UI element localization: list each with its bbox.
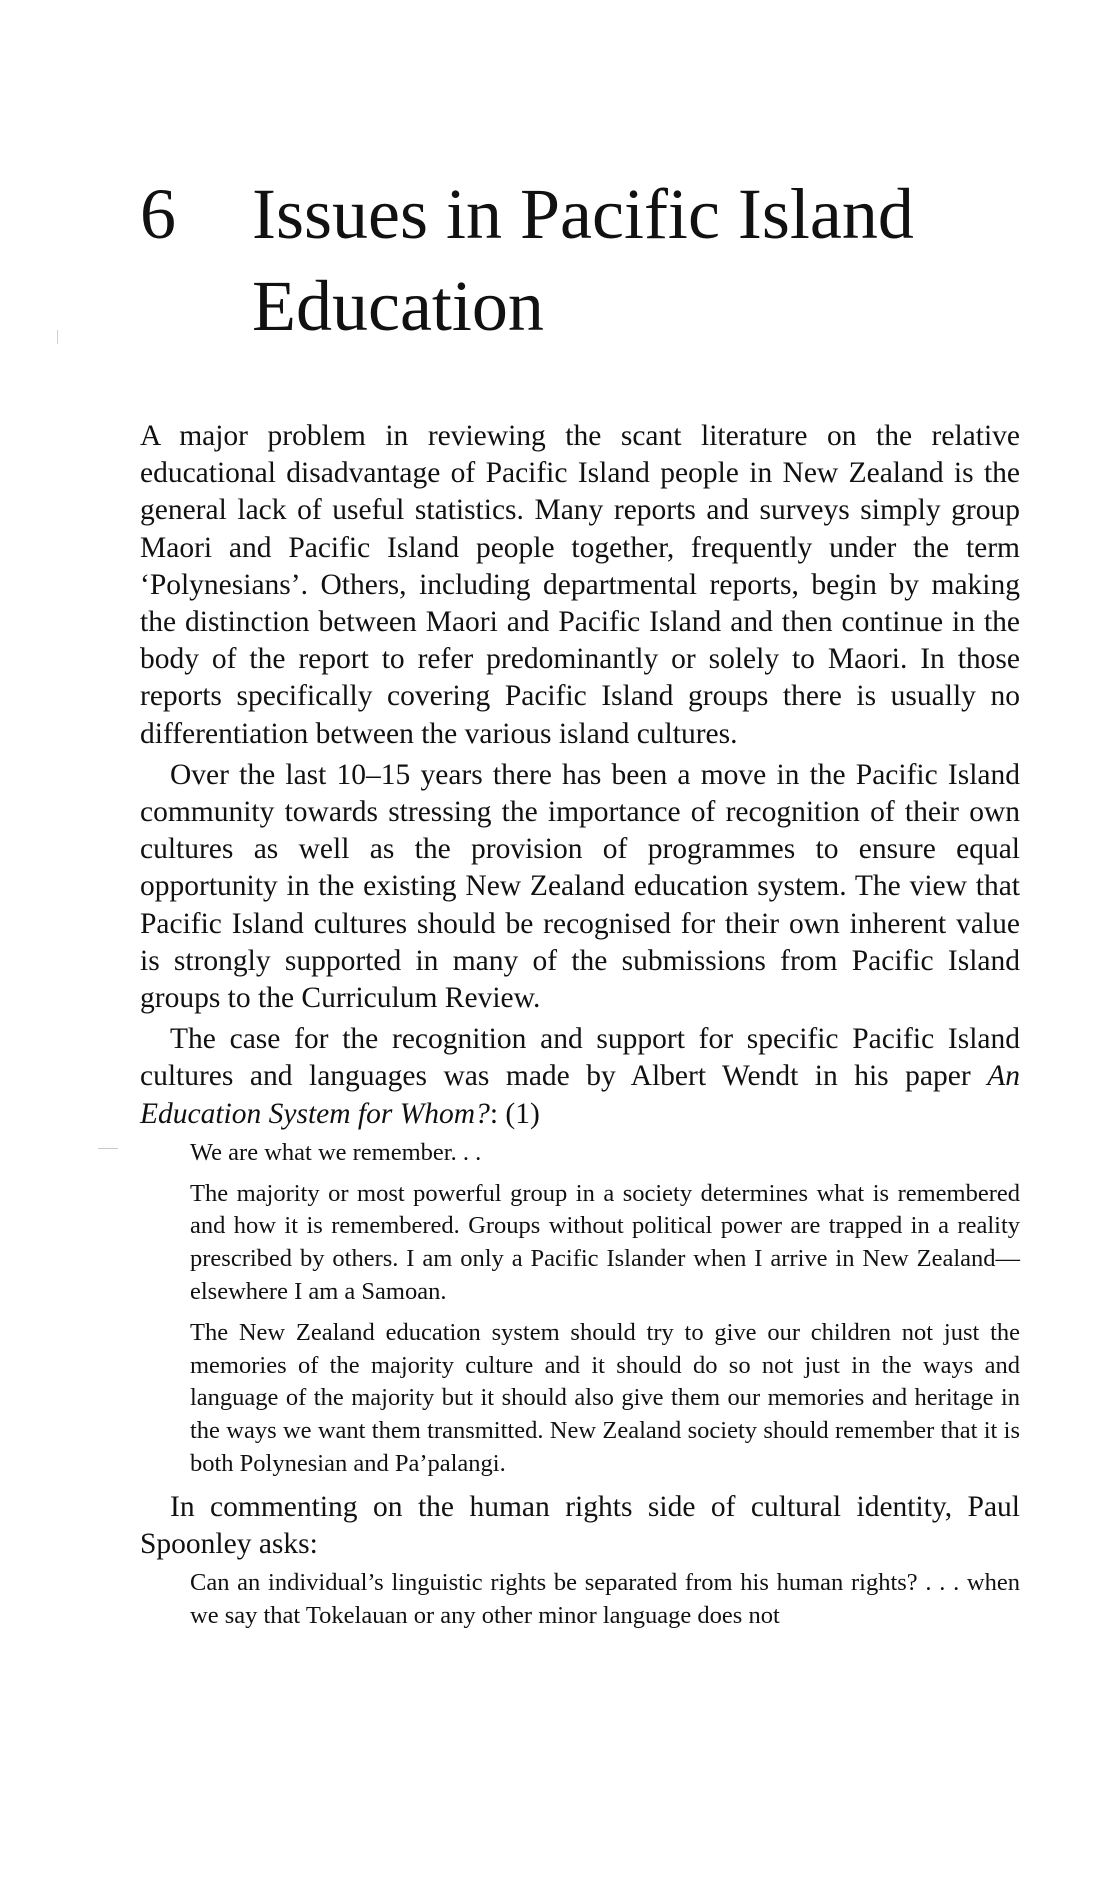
block-quote-1: We are what we remember. . . (190, 1138, 482, 1166)
margin-tick (98, 1148, 118, 1149)
paragraph-1: A major problem in reviewing the scant literature on the relative educational disadvantage of Pacific Island people in New Zealand is the general lack of useful statistics. Many reports and surveys simply group Maori and Pacific Island people together, frequently under the term ‘Polynesians’. Others, including departmental reports, begin by making the distinction between Maori and Pacific Island and then continue in the body of the report to refer predominantly or solely to Maori. In those reports specifically covering Pacific Island groups there is usually no differentiation between the various island cultures. (140, 420, 1020, 750)
paragraph-3-text: The case for the recognition and support for specific Pacific Island cultures and languages was made by Albert Wendt in his paper (140, 1023, 1020, 1093)
block-quote-2: The majority or most powerful group in a society determines what is remembered and how it is remembered. Groups without political power are trapped in a reality prescribed by others. I am only a Pacific Islander when I arrive in New Zealand—elsewhere I am a Samoan. (190, 1179, 1020, 1306)
block-quote-3: The New Zealand education system should try to give our children not just the memories of the majority culture and it should do so not just in the ways and language of the majority but it should also give them our memories and heritage in the ways we want them transmitted. New Zealand society should remember that it is both Polynesian and Pa’palangi. (190, 1318, 1020, 1478)
paragraph-2: Over the last 10–15 years there has been a move in the Pacific Island community towards stressing the importance of recognition of their own cultures as well as the provision of programmes to ensure equal opportunity in the existing New Zealand education system. The view that Pacific Island cultures should be recognised for their own inherent value is strongly supported in many of the submissions from Pacific Island groups to the Curriculum Review. (140, 758, 1020, 1015)
cited-paper-title: An Education System for Whom? (140, 1060, 1020, 1130)
chapter-title (252, 168, 1052, 352)
chapter-title-line-1: Issues in Pacific Island (252, 174, 914, 254)
block-quote-4: Can an individual’s linguistic rights be separated from his human rights? . . . when we say that Tokelauan or any other minor language does not (190, 1569, 1020, 1630)
body-text (140, 418, 1020, 1641)
paragraph-4: In commenting on the human rights side of cultural identity, Paul Spoonley asks: (140, 1490, 1020, 1561)
paragraph-3-citation: : (1) (489, 1097, 540, 1130)
paragraph-3 (140, 1021, 1020, 1133)
margin-mark (57, 330, 58, 344)
chapter-number: 6 (140, 174, 176, 254)
chapter-title-line-2: Education (252, 266, 544, 346)
